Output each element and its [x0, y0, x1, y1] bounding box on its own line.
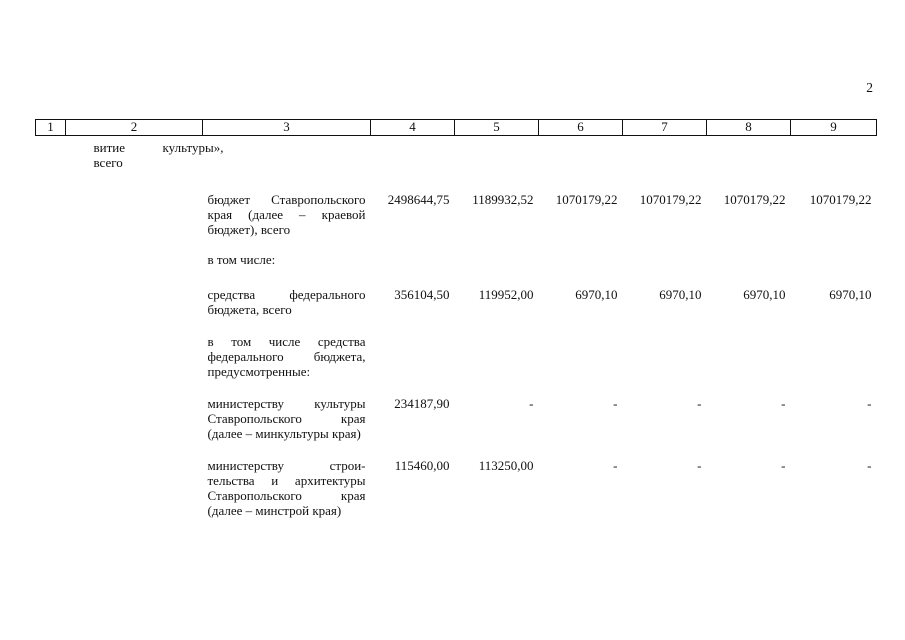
row-description: бюджет Ставропольского края (далее – краевой бюджет), всего: [207, 192, 366, 237]
value-cell: 356104,50: [394, 287, 450, 302]
value-cell: 1189932,52: [472, 192, 534, 207]
column-header: 1: [36, 120, 66, 136]
value-cell: 1070179,22: [809, 192, 872, 207]
value-cell: -: [613, 458, 618, 473]
value-cell: -: [697, 458, 702, 473]
column-header: 7: [623, 120, 707, 136]
table-row: [36, 334, 877, 379]
value-cell: -: [781, 458, 786, 473]
value-cell: -: [781, 396, 786, 411]
column-header: 4: [371, 120, 455, 136]
value-cell: 115460,00: [394, 458, 450, 473]
value-cell: 6970,10: [575, 287, 618, 302]
value-cell: 1070179,22: [723, 192, 786, 207]
continuation-word: культуры»,: [162, 140, 224, 155]
value-cell: -: [867, 396, 872, 411]
value-cell: 6970,10: [743, 287, 786, 302]
row-description: министерству культуры Ставропольского края (далее – минкультуры края): [207, 396, 366, 441]
continuation-line: всего: [93, 155, 123, 170]
continuation-row: [36, 136, 877, 171]
value-cell: -: [529, 396, 534, 411]
column-header: 3: [203, 120, 371, 136]
page-number: 2: [866, 80, 873, 95]
table-row: [36, 252, 877, 267]
table-row: [36, 287, 877, 317]
table-row: [36, 396, 877, 441]
value-cell: 113250,00: [478, 458, 534, 473]
program-name-continuation: [66, 136, 371, 171]
row-description: средства федерального бюджета, всего: [207, 287, 366, 317]
value-cell: 234187,90: [394, 396, 450, 411]
value-cell: 6970,10: [829, 287, 872, 302]
row-description: в том числе:: [207, 252, 276, 267]
value-cell: -: [867, 458, 872, 473]
value-cell: 2498644,75: [387, 192, 450, 207]
column-header: 2: [66, 120, 203, 136]
budget-table: [35, 119, 877, 518]
column-header: 8: [707, 120, 791, 136]
table-row: [36, 458, 877, 518]
value-cell: -: [697, 396, 702, 411]
row-description: в том числе средства федерального бюджета, предусмотренные:: [207, 334, 366, 379]
continuation-word: витие: [93, 140, 126, 155]
column-header: 6: [539, 120, 623, 136]
column-number-header: [36, 120, 877, 136]
column-header: 5: [455, 120, 539, 136]
column-header: 9: [791, 120, 877, 136]
value-cell: -: [613, 396, 618, 411]
value-cell: 6970,10: [659, 287, 702, 302]
value-cell: 1070179,22: [555, 192, 618, 207]
row-description: министерству строительства и архитектуры Ставропольского края (далее – минстрой края): [207, 458, 366, 518]
table-row: [36, 192, 877, 237]
value-cell: 119952,00: [478, 287, 534, 302]
value-cell: 1070179,22: [639, 192, 702, 207]
